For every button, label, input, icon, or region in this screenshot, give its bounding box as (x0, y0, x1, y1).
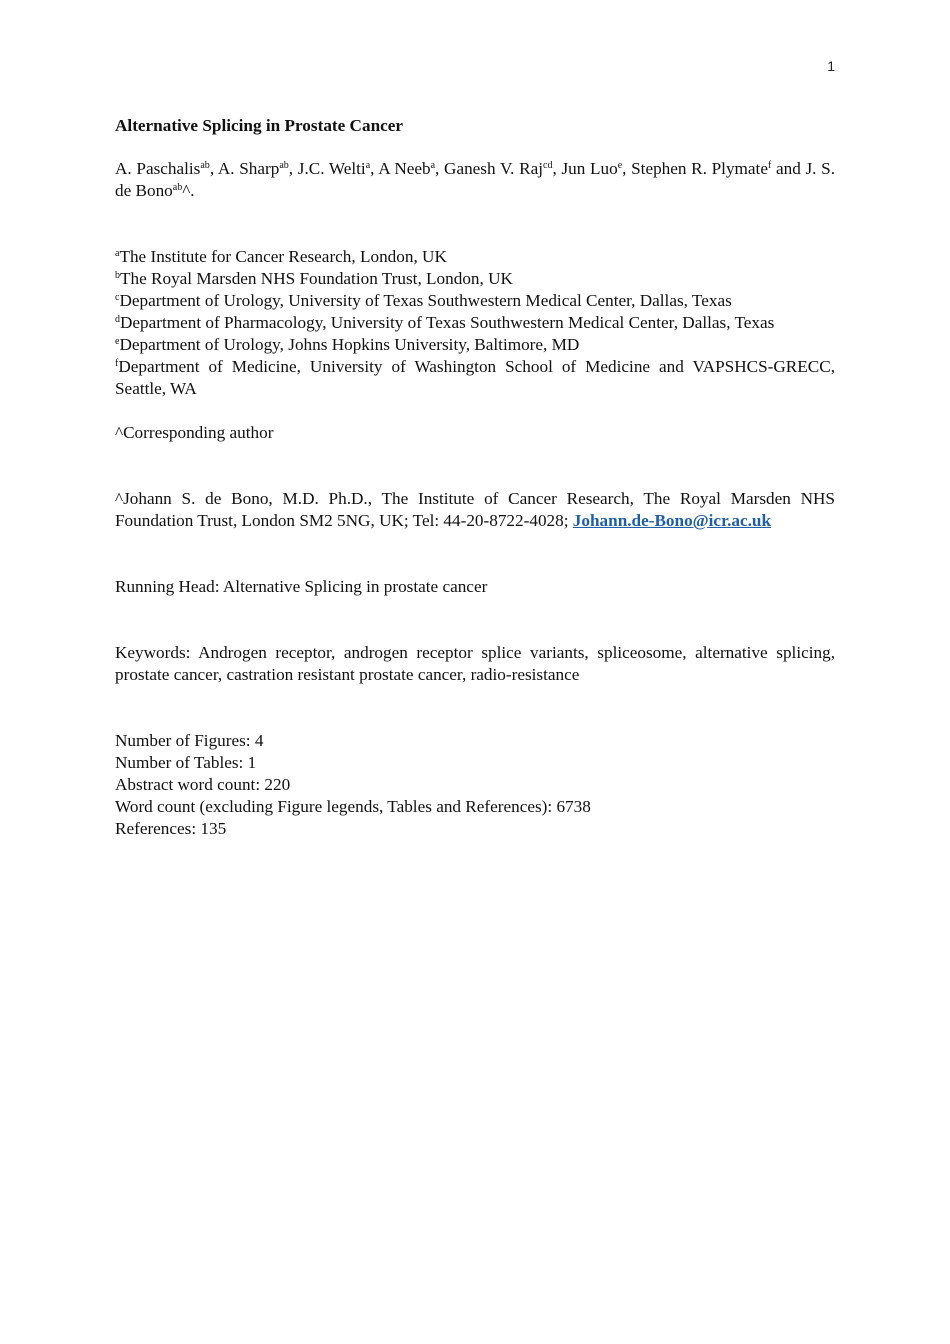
affiliation-mark: c (115, 292, 120, 303)
running-head: Running Head: Alternative Splicing in prostate cancer (115, 577, 488, 596)
corresponding-author-text: ^Johann S. de Bono, M.D. Ph.D., The Institute of Cancer Research, The Royal Marsden NHS Foundation Trust, London SM2 5NG, UK; Tel: 44-20-8722-4028; (115, 489, 835, 530)
author-separator: and (771, 159, 806, 178)
author-name: J. S. de Bono (115, 159, 836, 200)
author-affil-mark: ab (200, 160, 210, 171)
affiliation-mark: e (115, 336, 120, 347)
author-affil-mark: ab (279, 160, 289, 171)
author-separator: ^. (182, 181, 195, 200)
affiliation (115, 312, 835, 334)
affiliation-text: Department of Urology, University of Texas Southwestern Medical Center, Dallas, Texas (119, 291, 732, 310)
author-affil-mark: a (430, 160, 436, 171)
author-name: A. Paschalis (115, 159, 201, 178)
affiliation-text: Department of Medicine, University of Washington School of Medicine and VAPSHCS-GRECC, Seattle, WA (115, 357, 835, 398)
page-number: 1 (827, 58, 835, 74)
count-abstract-words: Abstract word count: 220 (115, 775, 291, 794)
author-affil-mark: f (767, 160, 772, 171)
affiliation-text: The Royal Marsden NHS Foundation Trust, London, UK (120, 269, 513, 288)
paper-title: Alternative Splicing in Prostate Cancer (115, 116, 404, 135)
count-references: References: 135 (115, 819, 227, 838)
affiliation-mark: f (115, 358, 119, 369)
affiliation-text: Department of Pharmacology, University of Texas Southwestern Medical Center, Dallas, Texas (120, 313, 775, 332)
email-link[interactable]: Johann.de-Bono@icr.ac.uk (572, 511, 772, 530)
title-page (115, 115, 835, 840)
corresponding-author-note: ^Corresponding author (115, 423, 274, 442)
corresponding-author-details (115, 488, 835, 532)
author-list (115, 158, 835, 202)
author-separator: , (370, 159, 379, 178)
author-separator: , (552, 159, 562, 178)
author-affil-mark: a (365, 160, 371, 171)
count-tables: Number of Tables: 1 (115, 753, 257, 772)
author-affil-mark: e (617, 160, 623, 171)
affiliation-mark: d (115, 314, 120, 325)
author-name: Stephen R. Plymate (631, 159, 768, 178)
author-separator: , (288, 159, 298, 178)
affiliation-mark: a (115, 248, 120, 259)
author-affil-mark: cd (543, 160, 553, 171)
affiliation (115, 356, 835, 400)
count-figures: Number of Figures: 4 (115, 731, 264, 750)
author-affil-mark: ab (172, 182, 183, 193)
affiliation (115, 290, 835, 312)
author-separator: , (209, 159, 218, 178)
keywords: Keywords: Androgen receptor, androgen receptor splice variants, spliceosome, alternative splicing, prostate cancer, castration resistant prostate cancer, radio-resistance (115, 643, 835, 684)
affiliation (115, 246, 835, 268)
affiliation (115, 334, 835, 356)
author-name: A Neeb (378, 159, 431, 178)
affiliation-text: The Institute for Cancer Research, London, UK (119, 247, 447, 266)
manuscript-counts (115, 730, 835, 840)
affiliation-mark: b (115, 270, 120, 281)
affiliation-list (115, 246, 835, 400)
affiliation (115, 268, 835, 290)
author-separator: , (622, 159, 632, 178)
author-separator: , (435, 159, 445, 178)
count-words: Word count (excluding Figure legends, Tables and References): 6738 (115, 797, 591, 816)
author-name: A. Sharp (217, 159, 280, 178)
author-name: Jun Luo (561, 159, 618, 178)
author-name: J.C. Welti (297, 159, 366, 178)
affiliation-text: Department of Urology, Johns Hopkins University, Baltimore, MD (119, 335, 580, 354)
author-name: Ganesh V. Raj (444, 159, 543, 178)
